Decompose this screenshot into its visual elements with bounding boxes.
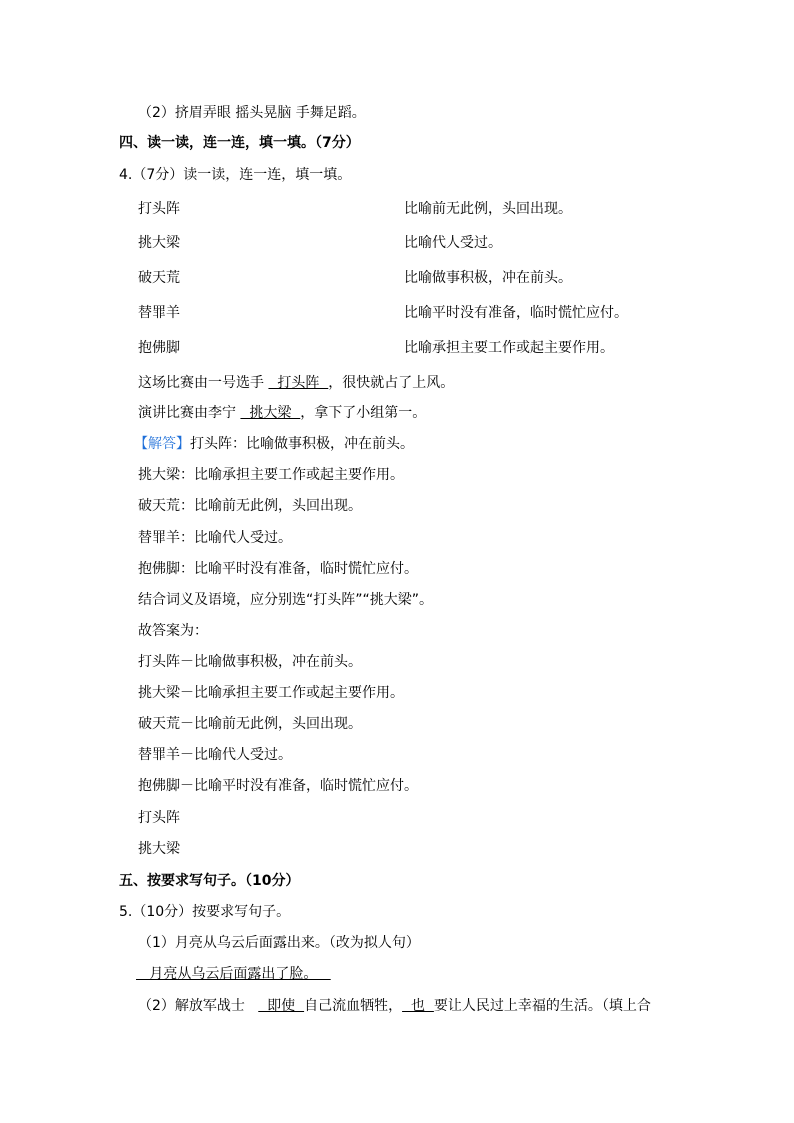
answer-line: 挑大梁－比喻承担主要工作或起主要作用。 [138, 685, 404, 701]
answer-line: 替罪羊－比喻代人受过。 [138, 747, 292, 763]
match-right-item: 比喻承担主要工作或起主要作用。 [404, 340, 614, 356]
q5-item1: （1）月亮从乌云后面露出来。（改为拟人句） [138, 935, 420, 951]
answer-line: 挑大梁 [138, 841, 180, 857]
answer-line: 替罪羊：比喻代人受过。 [138, 530, 292, 546]
q3-item2: （2）挤眉弄眼 摇头晃脑 手舞足蹈。 [138, 105, 366, 121]
answer-line: 打头阵 [138, 810, 180, 826]
match-right-item: 比喻前无此例，头回出现。 [404, 201, 572, 217]
answer-line: 打头阵－比喻做事积极，冲在前头。 [138, 654, 362, 670]
sentence-text: （2）解放军战士 [138, 998, 259, 1014]
q4-stem: 4.（7分）读一读，连一连，填一填。 [119, 167, 352, 183]
answer-line: 破天荒－比喻前无此例，头回出现。 [138, 716, 362, 732]
match-left-item: 抱佛脚 [138, 340, 180, 356]
match-right-item: 比喻代人受过。 [404, 235, 502, 251]
sentence-text: ，拿下了小组第一。 [300, 405, 427, 421]
answer-line: 故答案为： [138, 623, 208, 639]
match-right-item: 比喻平时没有准备，临时慌忙应付。 [404, 305, 628, 321]
section5-heading: 五、按要求写句子。（10分） [119, 873, 300, 889]
answer-blank: 也 [402, 998, 434, 1014]
answer-line: 抱佛脚－比喻平时没有准备，临时慌忙应付。 [138, 778, 418, 794]
q5-stem: 5.（10分）按要求写句子。 [119, 904, 291, 920]
match-left-item: 打头阵 [138, 201, 180, 217]
sentence-text: 自己流血牺牲， [304, 998, 403, 1014]
sentence-text: 这场比赛由一号选手 [138, 375, 269, 391]
q5-item1-answer: 月亮从乌云后面露出了脸。 [136, 966, 331, 982]
match-left-item: 挑大梁 [138, 235, 180, 251]
match-left-item: 破天荒 [138, 270, 180, 286]
answer-blank: 即使 [258, 998, 305, 1014]
sentence-text: ，很快就占了上风。 [328, 375, 455, 391]
q5-item2 [138, 997, 651, 1015]
answer-line: 破天荒：比喻前无此例，头回出现。 [138, 498, 362, 514]
fill-sentence-1 [138, 374, 454, 392]
answer-blank: 挑大梁 [240, 405, 301, 421]
answer-line: 挑大梁：比喻承担主要工作或起主要作用。 [138, 467, 404, 483]
answer-line: 结合词义及语境，应分别选“打头阵”“挑大梁”。 [138, 592, 434, 608]
answer-blank: 打头阵 [268, 375, 329, 391]
match-right-item: 比喻做事积极，冲在前头。 [404, 270, 572, 286]
sentence-text: 演讲比赛由李宁 [138, 405, 241, 421]
section4-heading: 四、读一读，连一连，填一填。（7分） [119, 135, 360, 151]
answer-line: 抱佛脚：比喻平时没有准备，临时慌忙应付。 [138, 561, 418, 577]
match-left-item: 替罪羊 [138, 305, 180, 321]
answer-tag: 【解答】 [134, 436, 190, 452]
fill-sentence-2 [138, 404, 426, 422]
answer-line [134, 435, 414, 453]
sentence-text: 要让人民过上幸福的生活。（填上合 [433, 998, 651, 1014]
answer-text: 打头阵：比喻做事积极，冲在前头。 [190, 436, 414, 452]
